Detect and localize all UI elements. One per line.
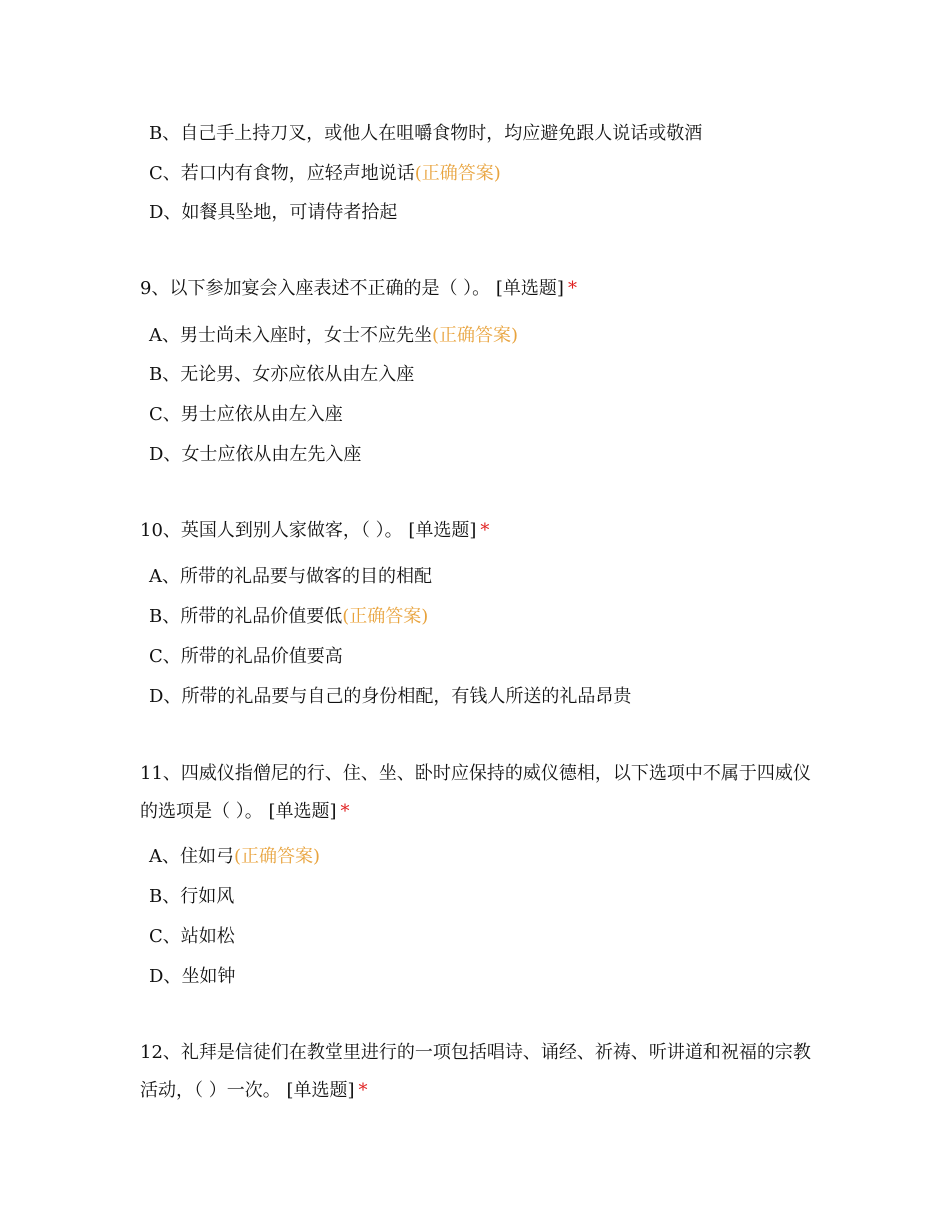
option-text: 所带的礼品要与做客的目的相配 bbox=[180, 566, 432, 587]
required-marker: * bbox=[358, 1080, 368, 1101]
q10-option-a bbox=[149, 565, 432, 589]
question-type: [单选题] bbox=[286, 1080, 355, 1101]
q8-option-c bbox=[149, 162, 501, 186]
correct-answer-marker: (正确答案) bbox=[342, 606, 429, 627]
required-marker: * bbox=[480, 520, 490, 541]
q11-option-a bbox=[149, 845, 320, 869]
question-type: [单选题] bbox=[408, 520, 477, 541]
option-text: 坐如钟 bbox=[181, 966, 236, 987]
option-letter: A、 bbox=[149, 846, 180, 867]
option-letter: B、 bbox=[149, 364, 181, 385]
option-letter: B、 bbox=[149, 123, 181, 144]
option-letter: D、 bbox=[149, 444, 182, 465]
option-text: 女士应依从由左先入座 bbox=[181, 444, 362, 465]
option-letter: A、 bbox=[149, 566, 180, 587]
q10-stem bbox=[140, 512, 820, 550]
option-text: 所带的礼品价值要低 bbox=[180, 606, 343, 627]
option-text: 无论男、女亦应依从由左入座 bbox=[180, 364, 415, 385]
q10-option-b bbox=[149, 605, 428, 629]
option-letter: C、 bbox=[149, 646, 181, 667]
option-letter: D、 bbox=[149, 686, 182, 707]
option-text: 站如松 bbox=[180, 926, 235, 947]
option-letter: B、 bbox=[149, 606, 181, 627]
option-text: 所带的礼品要与自己的身份相配，有钱人所送的礼品昂贵 bbox=[181, 686, 632, 707]
q9-option-c bbox=[149, 403, 343, 427]
q10-option-d bbox=[149, 685, 631, 709]
correct-answer-marker: (正确答案) bbox=[234, 846, 321, 867]
option-letter: C、 bbox=[149, 926, 181, 947]
q9-option-d bbox=[149, 443, 361, 467]
q12-stem bbox=[140, 1034, 820, 1110]
option-text: 自己手上持刀叉，或他人在咀嚼食物时，均应避免跟人说话或敬酒 bbox=[180, 123, 703, 144]
question-text: 12、礼拜是信徒们在教堂里进行的一项包括唱诗、诵经、祈祷、听讲道和祝福的宗教活动，（ ）一次。 bbox=[140, 1042, 811, 1101]
question-type: [单选题] bbox=[495, 278, 564, 299]
question-type: [单选题] bbox=[268, 801, 337, 822]
option-letter: D、 bbox=[149, 202, 182, 223]
q9-option-b bbox=[149, 363, 414, 387]
q11-option-d bbox=[149, 965, 235, 989]
correct-answer-marker: (正确答案) bbox=[432, 325, 519, 346]
option-text: 住如弓 bbox=[180, 846, 234, 867]
question-text: 9、以下参加宴会入座表述不正确的是（ ）。 bbox=[140, 278, 491, 299]
option-letter: C、 bbox=[149, 163, 181, 184]
q8-option-d bbox=[149, 201, 397, 225]
option-text: 男士应依从由左入座 bbox=[180, 404, 343, 425]
option-letter: C、 bbox=[149, 404, 181, 425]
option-text: 所带的礼品价值要高 bbox=[180, 646, 343, 667]
q11-option-b bbox=[149, 885, 234, 909]
required-marker: * bbox=[567, 278, 577, 299]
required-marker: * bbox=[340, 801, 350, 822]
correct-answer-marker: (正确答案) bbox=[414, 163, 501, 184]
option-text: 行如风 bbox=[180, 886, 235, 907]
q9-stem bbox=[140, 270, 820, 308]
q8-option-b bbox=[149, 122, 702, 146]
option-letter: B、 bbox=[149, 886, 181, 907]
question-text: 10、英国人到别人家做客，（ ）。 bbox=[140, 520, 403, 541]
option-text: 如餐具坠地，可请侍者拾起 bbox=[181, 202, 398, 223]
option-text: 若口内有食物，应轻声地说话 bbox=[180, 163, 415, 184]
q11-option-c bbox=[149, 925, 235, 949]
option-text: 男士尚未入座时，女士不应先坐 bbox=[180, 325, 432, 346]
q9-option-a bbox=[149, 324, 518, 348]
q10-option-c bbox=[149, 645, 343, 669]
option-letter: D、 bbox=[149, 966, 182, 987]
option-letter: A、 bbox=[149, 325, 180, 346]
question-text: 11、四威仪指僧尼的行、住、坐、卧时应保持的威仪德相，以下选项中不属于四威仪的选项是（ ）。 bbox=[140, 763, 811, 822]
q11-stem bbox=[140, 755, 820, 831]
